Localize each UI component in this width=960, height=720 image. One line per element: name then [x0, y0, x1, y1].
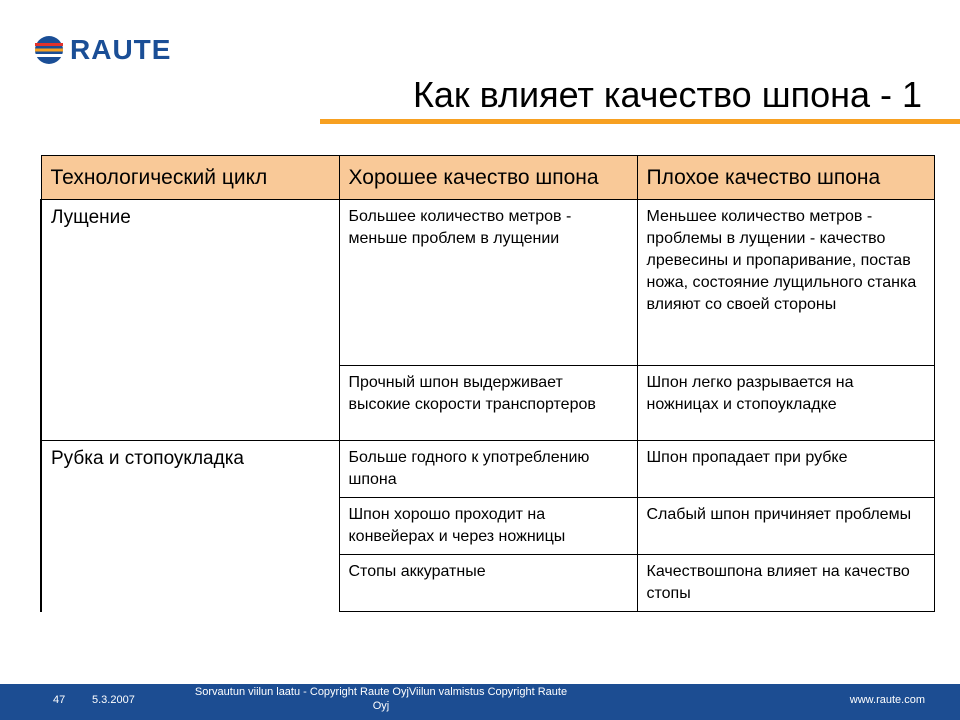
footer-url: www.raute.com [849, 694, 925, 706]
table-row [41, 200, 934, 366]
good-cell: Стопы аккуратные [339, 555, 637, 612]
good-cell: Больше годного к употреблению шпона [339, 441, 637, 498]
raute-globe-icon [34, 35, 64, 65]
bad-cell: Слабый шпон причиняет проблемы [637, 498, 934, 555]
table-row [41, 441, 934, 498]
footer-copyright: Sorvautun viilun laatu - Copyright Raute OyjViilun valmistus Copyright Raute Oyj [194, 686, 568, 712]
stage-clipping-stacking: Рубка и стопоукладка [41, 441, 339, 612]
title-underline [320, 119, 960, 124]
bad-cell: Качествошпона влияет на качество стопы [637, 555, 934, 612]
bad-cell: Шпон пропадает при рубке [637, 441, 934, 498]
footer-date: 5.3.2007 [92, 694, 135, 706]
header-cycle: Технологический цикл [41, 156, 339, 200]
header-bad: Плохое качество шпона [637, 156, 934, 200]
raute-logo [34, 33, 171, 67]
header-good: Хорошее качество шпона [339, 156, 637, 200]
good-cell: Большее количество метров - меньше проблем в лущении [339, 200, 637, 366]
slide-title: Как влияет качество шпона - 1 [412, 74, 922, 115]
good-cell: Прочный шпон выдерживает высокие скорости транспортеров [339, 366, 637, 441]
stage-peeling: Лущение [41, 200, 339, 441]
footer-bar [0, 684, 960, 720]
quality-table [40, 155, 935, 612]
bad-cell: Шпон легко разрывается на ножницах и стопоукладке [637, 366, 934, 441]
bad-cell: Меньшее количество метров - проблемы в лущении - качество лревесины и пропаривание, постав ножа, состояние лущильного станка влияют со своей стороны [637, 200, 934, 366]
good-cell: Шпон хорошо проходит на конвейерах и через ножницы [339, 498, 637, 555]
page-number: 47 [53, 694, 66, 706]
table-header-row [41, 156, 934, 200]
brand-name: RAUTE [70, 34, 172, 65]
